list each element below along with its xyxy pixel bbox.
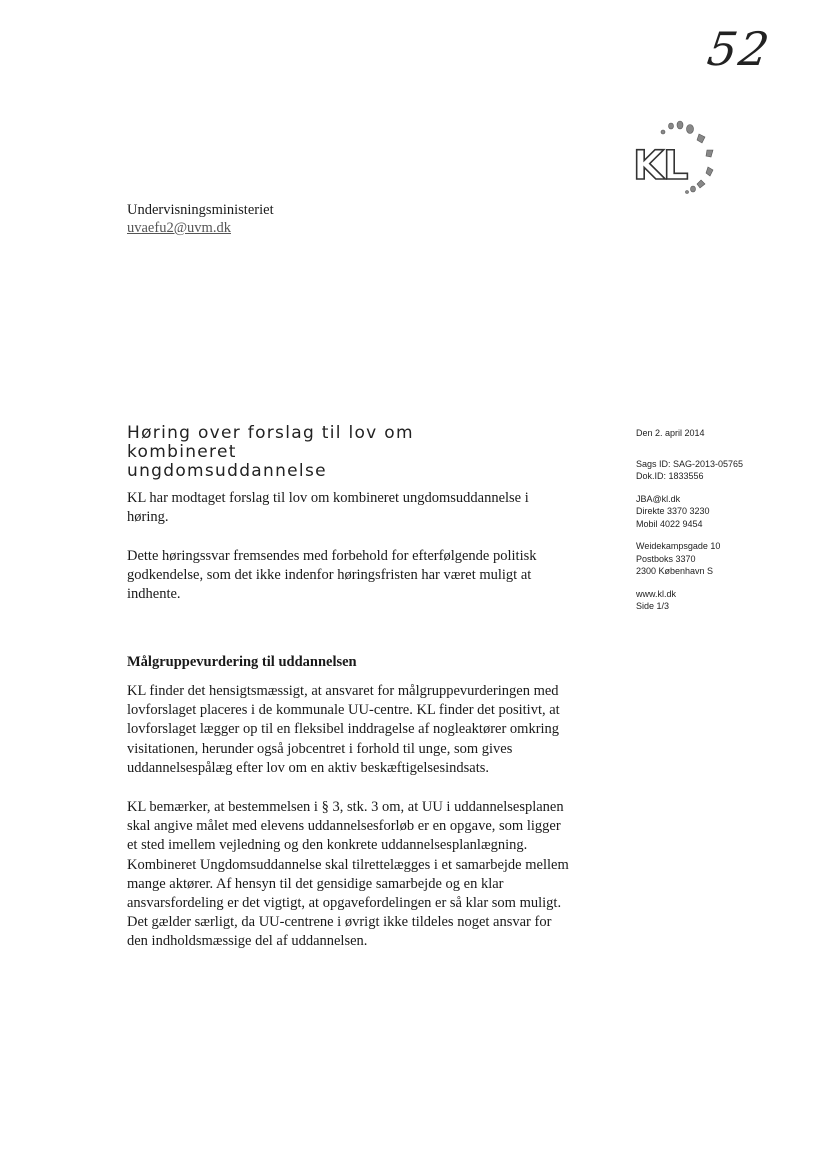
- website: www.kl.dk: [636, 588, 677, 599]
- paragraph-line: Dette høringssvar fremsendes med forbehold for efterfølgende politisk: [127, 548, 537, 564]
- mobile-phone: Mobil 4022 9454: [636, 518, 703, 529]
- section-heading: Målgruppevurdering til uddannelsen: [127, 654, 357, 670]
- address-street: Weidekampsgade 10: [636, 541, 721, 551]
- address-pobox: Postboks 3370: [636, 553, 696, 564]
- paragraph-remarks: [127, 798, 597, 952]
- date: Den 2. april 2014: [636, 428, 705, 438]
- svg-text:KL: KL: [633, 143, 688, 189]
- paragraph-line: KL bemærker, at bestemmelsen i § 3, stk. 3 om, at UU i uddannelsesplanen: [127, 799, 564, 815]
- kl-logo: [615, 112, 725, 197]
- paragraph-line: indhente.: [127, 586, 181, 603]
- paragraph-line: Kombineret Ungdomsuddannelse skal tilrettelægges i et samarbejde mellem: [127, 856, 569, 873]
- paragraph-disclaimer: [127, 547, 597, 605]
- sidebar-info: [636, 427, 786, 613]
- paragraph-line: visitationen, herunder også jobcentret i forhold til unge, som gives: [127, 740, 513, 757]
- recipient-email-link[interactable]: uvaefu2@uvm.dk: [127, 220, 231, 236]
- recipient-block: [127, 201, 274, 237]
- paragraph-line: KL finder det hensigtsmæssigt, at ansvaret for målgruppevurderingen med: [127, 683, 559, 699]
- letter-title: [127, 424, 527, 481]
- title-line-1: Høring over forslag til lov om kombineret: [127, 423, 414, 462]
- handwritten-page-number: 52: [704, 22, 775, 76]
- contact-email: JBA@kl.dk: [636, 493, 681, 504]
- paragraph-target-group: [127, 682, 597, 778]
- paragraph-line: et sted imellem vejledning og den konkrete uddannelsesplanlægning.: [127, 837, 528, 854]
- paragraph-line: mange aktører. Af hensyn til det gensidige samarbejde og en klar: [127, 875, 504, 892]
- paragraph-line: høring.: [127, 509, 169, 526]
- direct-phone: Direkte 3370 3230: [636, 506, 710, 516]
- document-id: Dok.ID: 1833556: [636, 471, 704, 481]
- address-city: 2300 København S: [636, 566, 714, 576]
- paragraph-line: skal angive målet med elevens uddannelsesforløb er en opgave, som ligger: [127, 818, 561, 835]
- paragraph-line: lovforslaget placeres i de kommunale UU-centre. KL finder det positivt, at: [127, 702, 560, 719]
- paragraph-line: den indholdsmæssige del af uddannelsen.: [127, 933, 368, 950]
- page-indicator: Side 1/3: [636, 601, 670, 611]
- paragraph-line: lovforslaget lægger op til en fleksibel inddragelse af nogleaktører omkring: [127, 721, 560, 738]
- paragraph-intro: [127, 489, 597, 527]
- paragraph-line: uddannelsespålæg efter lov om en aktiv beskæftigelsesindsats.: [127, 759, 490, 776]
- paragraph-line: godkendelse, som det ikke indenfor høringsfristen har været muligt at: [127, 567, 532, 584]
- paragraph-line: ansvarsfordeling er det vigtigt, at opgavefordelingen er så klar som muligt.: [127, 895, 562, 912]
- recipient-name: Undervisningsministeriet: [127, 202, 274, 218]
- paragraph-line: KL har modtaget forslag til lov om kombineret ungdomsuddannelse i: [127, 490, 529, 506]
- paragraph-line: Det gælder særligt, da UU-centrene i øvrigt ikke tildeles noget ansvar for: [127, 914, 552, 931]
- title-line-2: ungdomsuddannelse: [127, 461, 327, 481]
- case-id: Sags ID: SAG-2013-05765: [636, 458, 744, 469]
